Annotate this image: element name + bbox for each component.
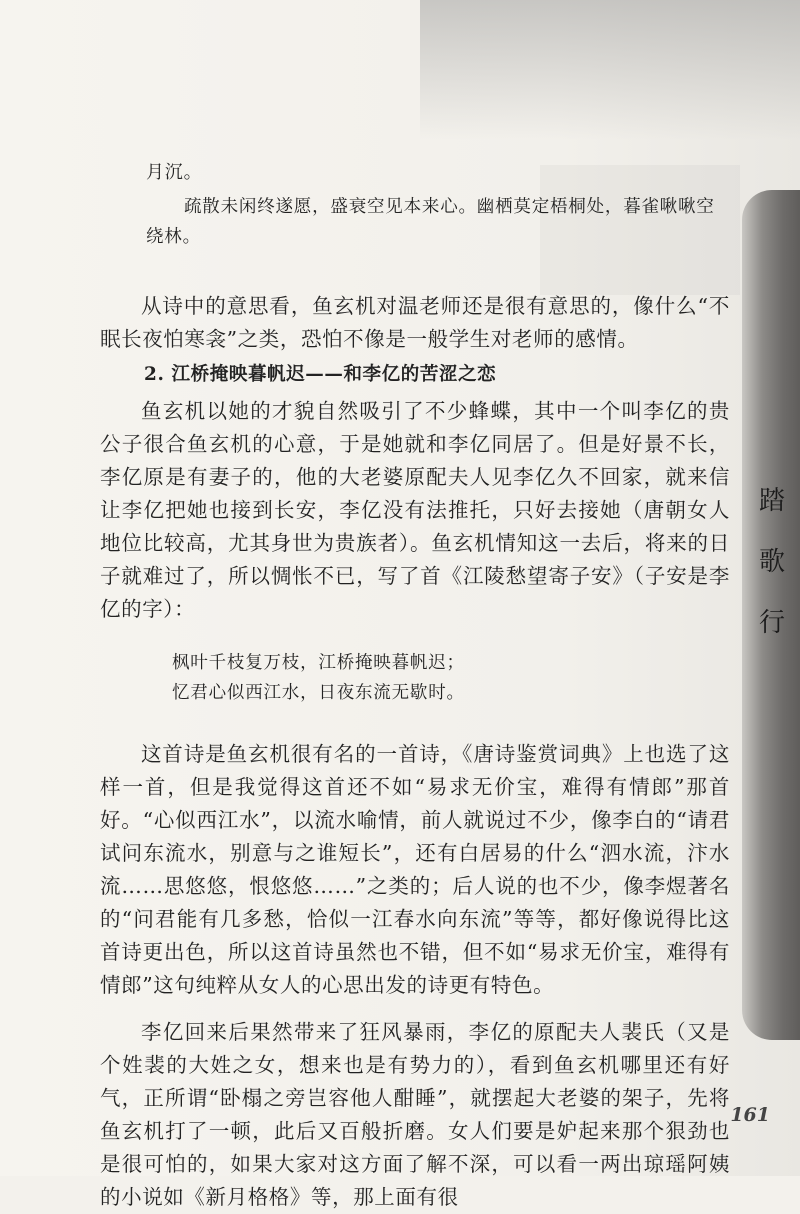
paragraph: 这首诗是鱼玄机很有名的一首诗，《唐诗鉴赏词典》上也选了这样一首，但是我觉得这首还不如“易求无价宝，难得有情郎”那首好。“心似西江水”，以流水喻情，前人就说过不少，像李白的“请君试问东流水，别意与之谁短长”，还有白居易的什么“泗水流，汴水流……思悠悠，恨悠悠……”之类的；后人说的也不少，像李煜著名的“问君能有几多愁，恰似一江春水向东流”等等，都好像说得比这首诗更出色，所以这首诗虽然也不错，但不如“易求无价宝，难得有情郎”这句纯粹从女人的心思出发的诗更有特色。: [100, 742, 730, 997]
page-content: [100, 150, 730, 1214]
margin-title-char: 行: [758, 608, 785, 638]
margin-title-char: 踏: [758, 486, 785, 516]
section-heading: 2. 江桥掩映暮帆迟——和李亿的苦涩之恋: [144, 364, 497, 385]
poem-line: 疏散未闲终遂愿，盛衰空见本来心。幽栖莫定梧桐处，暮雀啾啾空: [184, 197, 715, 217]
paragraph: 从诗中的意思看，鱼玄机对温老师还是很有意思的，像什么“不眠长夜怕寒衾”之类，恐怕不像是一般学生对老师的感情。: [100, 294, 730, 351]
paragraph: 李亿回来后果然带来了狂风暴雨，李亿的原配夫人裴氏（又是个姓裴的大姓之女，想来也是有势力的），看到鱼玄机哪里还有好气，正所谓“卧榻之旁岂容他人酣睡”，就摆起大老婆的架子，先将鱼玄机打了一顿，此后又百般折磨。女人们要是妒起来那个狠劲也是很可怕的，如果大家对这方面了解不深，可以看一两出琼瑶阿姨的小说如《新月格格》等，那上面有很: [100, 1020, 730, 1209]
paragraph: 鱼玄机以她的才貌自然吸引了不少蜂蝶，其中一个叫李亿的贵公子很合鱼玄机的心意，于是她就和李亿同居了。但是好景不长，李亿原是有妻子的，他的大老婆原配夫人见李亿久不回家，就来信让李亿把她也接到长安，李亿没有法推托，只好去接她（唐朝女人地位比较高，尤其身世为贵族者）。鱼玄机情知这一去后，将来的日子就难过了，所以惆怅不已，写了首《江陵愁望寄子安》（子安是李亿的字）：: [100, 399, 730, 621]
margin-title: [752, 480, 792, 639]
margin-title-char: 歌: [758, 547, 785, 577]
page-number: 161: [730, 1104, 770, 1126]
poem-line: 绕林。: [146, 227, 201, 247]
page-shadow: [420, 0, 800, 140]
poem-line: 枫叶千枝复万枝，江桥掩映暮帆迟；: [172, 653, 465, 673]
poem-ending: 月沉。: [146, 162, 203, 183]
poem-line: 忆君心似西江水，日夜东流无歇时。: [172, 683, 465, 703]
